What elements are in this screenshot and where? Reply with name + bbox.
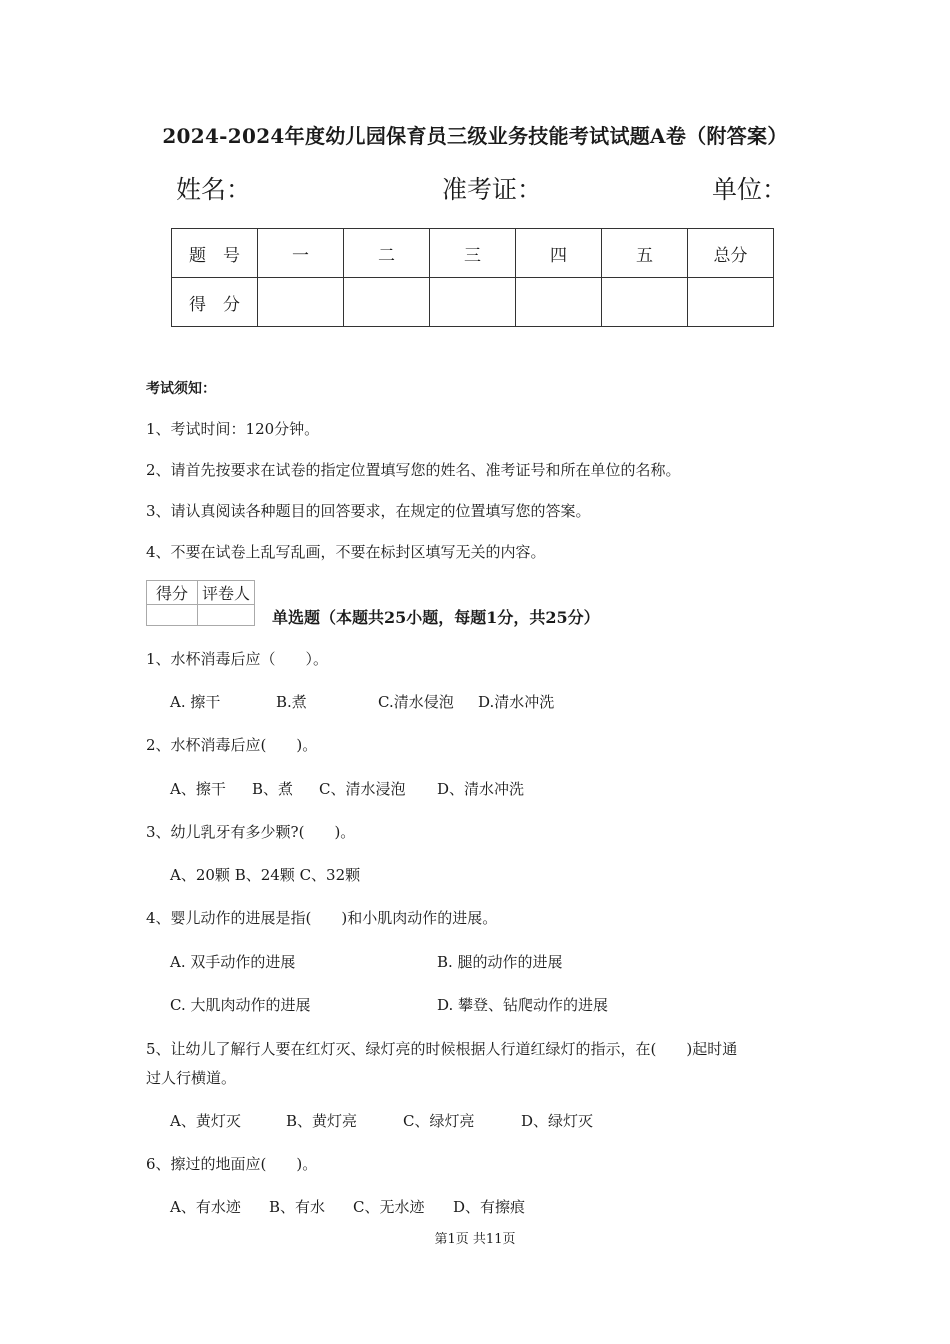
question-option: D、清水冲洗 <box>437 780 525 798</box>
section-title: 单选题（本题共25小题，每题1分，共25分） <box>272 608 600 627</box>
question-option: A、黄灯灭 <box>170 1112 241 1130</box>
score-table-header-row <box>172 229 774 278</box>
question-option: C. 大肌肉动作的进展 <box>170 996 311 1014</box>
grader-box <box>146 580 255 626</box>
score-entry-cell[interactable] <box>688 278 774 327</box>
score-header-cell: 二 <box>344 229 430 278</box>
question-option: B、有水 <box>269 1198 326 1216</box>
question-stem: 5、让幼儿了解行人要在红灯灭、绿灯亮的时候根据人行道红绿灯的指示，在( )起时通 <box>146 1040 738 1058</box>
question-stem: 1、水杯消毒后应（ ）。 <box>146 650 329 668</box>
question-option: A. 双手动作的进展 <box>170 953 296 971</box>
grader-reviewer-cell[interactable] <box>198 605 255 626</box>
question-option: A、擦干 <box>170 780 226 798</box>
question-option: C、无水迹 <box>353 1198 425 1216</box>
notice-item: 3、请认真阅读各种题目的回答要求，在规定的位置填写您的答案。 <box>146 502 591 520</box>
score-header-cell: 一 <box>258 229 344 278</box>
question-option: B.煮 <box>276 693 307 711</box>
question-option: B、黄灯亮 <box>286 1112 358 1130</box>
notice-item: 1、考试时间：120分钟。 <box>146 420 320 438</box>
score-table <box>171 228 774 327</box>
score-entry-cell[interactable] <box>258 278 344 327</box>
grader-reviewer-label: 评卷人 <box>198 581 255 605</box>
question-option: D.清水冲洗 <box>478 693 555 711</box>
question-stem: 3、幼儿乳牙有多少颗?( )。 <box>146 823 356 841</box>
question-option: A、20颗 B、24颗 C、32颗 <box>170 866 361 884</box>
score-entry-cell[interactable] <box>344 278 430 327</box>
question-option: B. 腿的动作的进展 <box>437 953 563 971</box>
name-label: 姓名： <box>176 175 252 204</box>
question-option: B、煮 <box>252 780 294 798</box>
score-entry-cell[interactable] <box>516 278 602 327</box>
question-option: C、清水浸泡 <box>319 780 406 798</box>
score-table-score-row <box>172 278 774 327</box>
score-row-label: 得 分 <box>172 278 258 327</box>
notice-item: 4、不要在试卷上乱写乱画，不要在标封区填写无关的内容。 <box>146 543 546 561</box>
question-option: C.清水侵泡 <box>378 693 454 711</box>
score-header-cell: 三 <box>430 229 516 278</box>
score-entry-cell[interactable] <box>430 278 516 327</box>
score-header-cell: 四 <box>516 229 602 278</box>
question-option: A. 擦干 <box>170 693 221 711</box>
question-stem-continued: 过人行横道。 <box>146 1069 237 1087</box>
document-title: 2024-2024年度幼儿园保育员三级业务技能考试试题A卷（附答案） <box>162 124 788 148</box>
question-stem: 2、水杯消毒后应( )。 <box>146 736 318 754</box>
question-stem: 6、擦过的地面应( )。 <box>146 1155 318 1173</box>
grader-score-label: 得分 <box>147 581 198 605</box>
page-footer: 第1页 共11页 <box>434 1232 516 1247</box>
question-stem: 4、婴儿动作的进展是指( )和小肌肉动作的进展。 <box>146 909 498 927</box>
question-option: D、有擦痕 <box>453 1198 526 1216</box>
score-entry-cell[interactable] <box>602 278 688 327</box>
notice-item: 2、请首先按要求在试卷的指定位置填写您的姓名、准考证号和所在单位的名称。 <box>146 461 681 479</box>
score-header-cell: 五 <box>602 229 688 278</box>
score-header-cell: 总分 <box>688 229 774 278</box>
question-option: D、绿灯灭 <box>521 1112 594 1130</box>
question-option: A、有水迹 <box>170 1198 241 1216</box>
unit-label: 单位： <box>712 175 788 204</box>
question-option: C、绿灯亮 <box>403 1112 475 1130</box>
question-option: D. 攀登、钻爬动作的进展 <box>437 996 609 1014</box>
notice-heading: 考试须知： <box>146 381 216 397</box>
exam-id-label: 准考证： <box>442 175 543 204</box>
grader-score-cell[interactable] <box>147 605 198 626</box>
score-header-cell: 题 号 <box>172 229 258 278</box>
